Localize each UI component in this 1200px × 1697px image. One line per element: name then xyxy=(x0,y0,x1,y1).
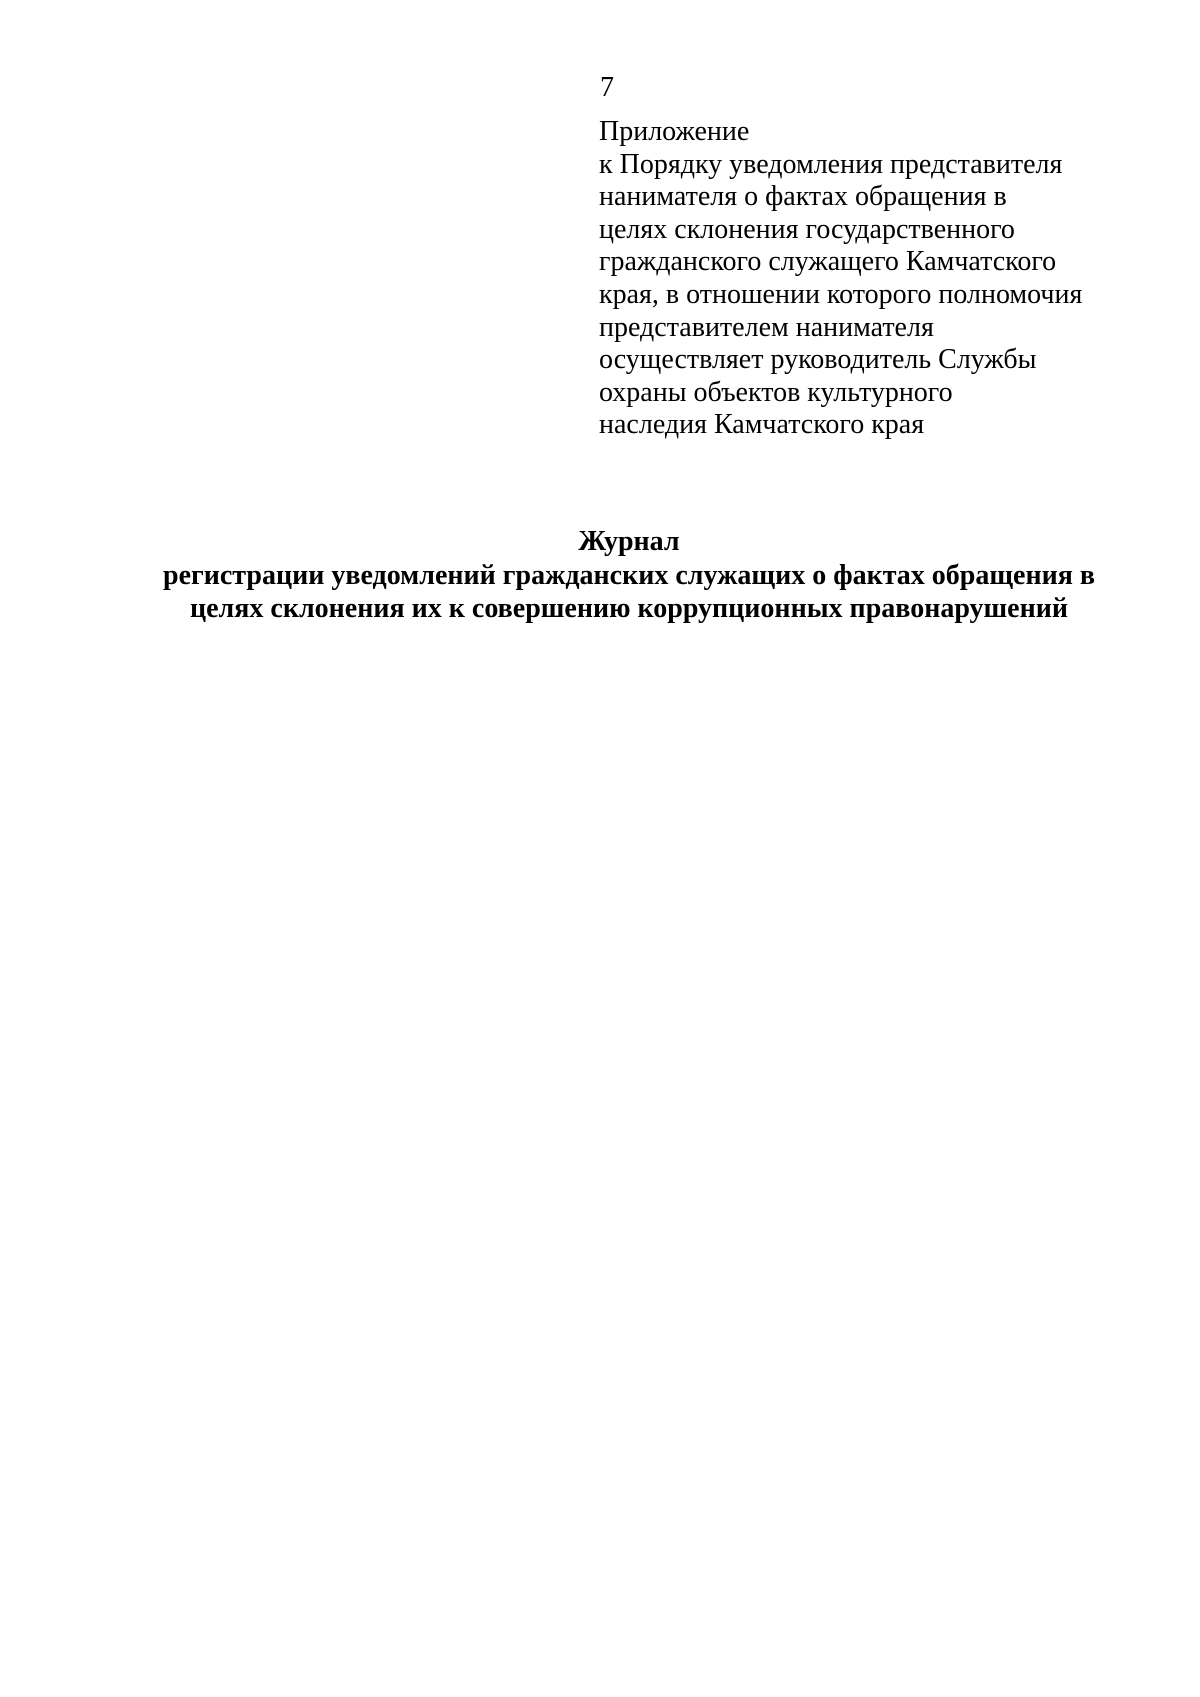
appendix-line: охраны объектов культурного xyxy=(599,376,953,408)
journal-subtitle-line: целях склонения их к совершению коррупционных правонарушений xyxy=(189,592,1068,624)
appendix-line: к Порядку уведомления представителя xyxy=(599,148,1063,180)
journal-subtitle xyxy=(0,560,1200,625)
appendix-line: гражданского служащего Камчатского xyxy=(599,246,1057,278)
journal-subtitle-line: регистрации уведомлений гражданских служащих о фактах обращения в xyxy=(163,560,1095,591)
appendix-line: представителем нанимателя xyxy=(599,311,934,343)
appendix-line: нанимателя о фактах обращения в xyxy=(599,181,1007,213)
page-number: 7 xyxy=(600,72,614,103)
appendix-block xyxy=(599,116,1139,442)
journal-title: Журнал xyxy=(578,526,680,557)
appendix-line: осуществляет руководитель Службы xyxy=(599,344,1037,376)
appendix-line: наследия Камчатского края xyxy=(599,409,925,441)
appendix-heading: Приложение xyxy=(599,116,750,147)
appendix-line: края, в отношении которого полномочия xyxy=(599,278,1083,310)
appendix-line: целях склонения государственного xyxy=(599,213,1015,245)
